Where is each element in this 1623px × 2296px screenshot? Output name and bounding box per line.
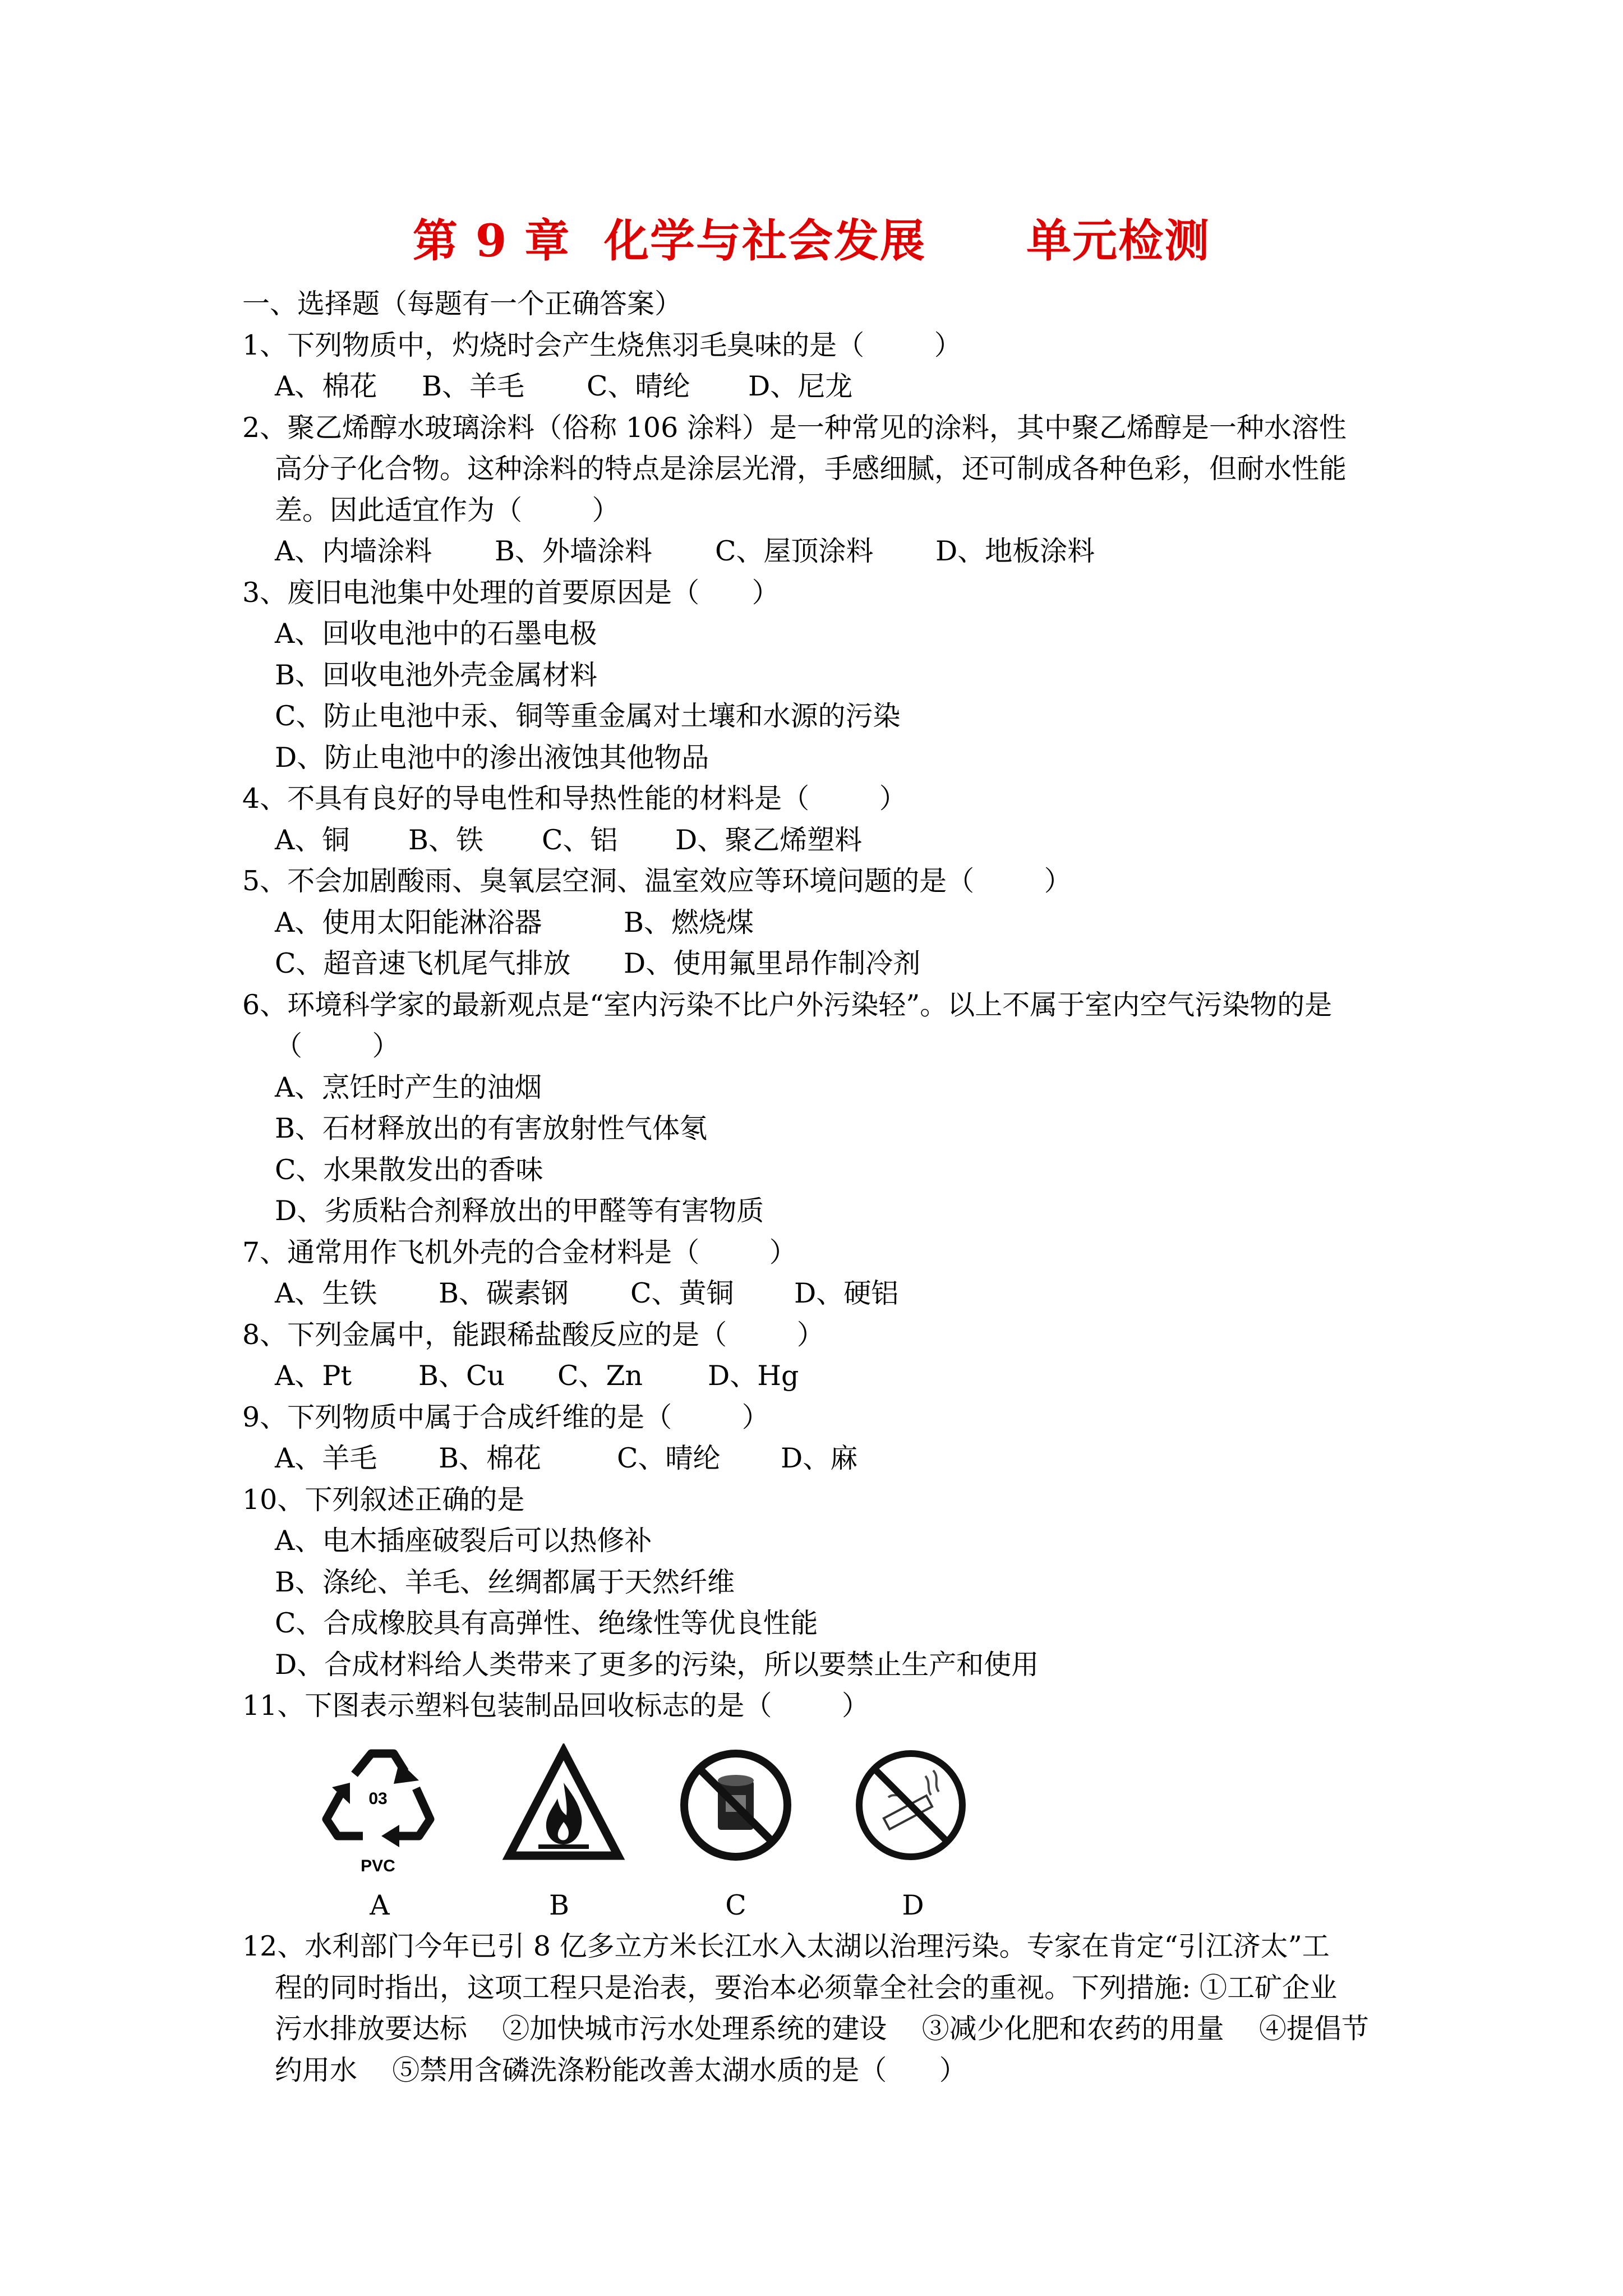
option-c: C、Zn	[557, 1360, 643, 1392]
recycle-code: PVC	[361, 1856, 395, 1875]
option-c: C、防止电池中汞、铜等重金属对土壤和水源的污染	[275, 700, 901, 732]
option-c: C、晴纶	[587, 370, 690, 402]
figure-label-d: D	[902, 1889, 924, 1921]
options-row	[242, 366, 1398, 407]
question-6	[242, 984, 1398, 1232]
question-1	[242, 325, 1398, 407]
question-stem: 11、下图表示塑料包装制品回收标志的是（ ）	[242, 1690, 869, 1722]
option-c: C、晴纶	[617, 1442, 721, 1474]
question-7	[242, 1232, 1398, 1314]
question-stem: 10、下列叙述正确的是	[242, 1483, 525, 1516]
option-a: A、棉花	[275, 370, 377, 402]
question-stem-cont: 程的同时指出，这项工程只是治表，要治本必须靠全社会的重视。下列措施: ①工矿企业	[275, 1971, 1338, 2004]
question-stem-cont: （ ）	[275, 1030, 400, 1062]
option-b: B、燃烧煤	[624, 906, 754, 938]
question-stem: 6、环境科学家的最新观点是“室内污染不比户外污染轻”。以上不属于室内空气污染物的是	[242, 988, 1332, 1021]
option-d: D、聚乙烯塑料	[675, 823, 863, 856]
options-row	[242, 1438, 1398, 1479]
option-a: A、使用太阳能淋浴器	[275, 906, 542, 938]
question-11	[242, 1685, 1398, 1926]
question-4	[242, 778, 1398, 861]
option-d: D、合成材料给人类带来了更多的污染，所以要禁止生产和使用	[275, 1648, 1039, 1681]
question-stem-cont: 高分子化合物。这种涂料的特点是涂层光滑，手感细腻，还可制成各种色彩，但耐水性能	[275, 453, 1347, 485]
option-c: C、屋顶涂料	[715, 535, 874, 567]
option-d: D、使用氟里昂作制冷剂	[624, 947, 921, 979]
option-d: D、硬铝	[794, 1277, 899, 1309]
figure-label-b: B	[548, 1889, 569, 1921]
option-b: B、石材释放出的有害放射性气体氡	[275, 1112, 708, 1144]
options-row	[242, 1355, 1398, 1397]
question-5	[242, 861, 1398, 984]
options-row	[242, 943, 1398, 984]
flammable-warning-icon	[499, 1743, 628, 1867]
figure-labels	[242, 1885, 1398, 1926]
question-2	[242, 407, 1398, 572]
question-stem: 2、聚乙烯醇水玻璃涂料（俗称 106 涂料）是一种常见的涂料，其中聚乙烯醇是一种水溶性	[242, 411, 1347, 444]
option-a: A、烹饪时产生的油烟	[275, 1071, 542, 1103]
option-a: A、羊毛	[275, 1442, 377, 1474]
option-d: D、防止电池中的渗出液蚀其他物品	[275, 741, 709, 774]
options-row	[242, 531, 1398, 572]
option-d: D、地板涂料	[935, 535, 1095, 567]
option-c: C、水果散发出的香味	[275, 1153, 543, 1186]
options-row	[242, 820, 1398, 861]
question-3	[242, 572, 1398, 779]
option-b: B、外墙涂料	[495, 535, 653, 567]
option-a: A、铜	[275, 823, 350, 856]
option-a: A、内墙涂料	[275, 535, 432, 567]
no-dumping-icon	[674, 1743, 797, 1867]
option-b: B、羊毛	[422, 370, 525, 402]
option-a: A、Pt	[275, 1360, 352, 1392]
question-stem: 9、下列物质中属于合成纤维的是（ ）	[242, 1401, 769, 1433]
question-8	[242, 1314, 1398, 1397]
option-b: B、棉花	[439, 1442, 542, 1474]
option-c: C、合成橡胶具有高弹性、绝缘性等优良性能	[275, 1607, 818, 1639]
question-stem: 5、不会加剧酸雨、臭氧层空洞、温室效应等环境问题的是（ ）	[242, 865, 1072, 897]
question-stem: 1、下列物质中，灼烧时会产生烧焦羽毛臭味的是（ ）	[242, 329, 962, 361]
page-title: 第 9 章 化学与社会发展 单元检测	[412, 214, 1211, 267]
option-b: B、Cu	[418, 1360, 505, 1392]
option-d: D、麻	[781, 1442, 858, 1474]
figure-label-c: C	[725, 1889, 746, 1921]
option-d: D、劣质粘合剂释放出的甲醛等有害物质	[275, 1195, 764, 1227]
option-c: C、超音速飞机尾气排放	[275, 947, 571, 979]
question-stem: 7、通常用作飞机外壳的合金材料是（ ）	[242, 1236, 797, 1268]
question-stem-cont: 约用水 ⑤禁用含磷洗涤粉能改善太湖水质的是（ ）	[275, 2054, 967, 2086]
option-c: C、铝	[542, 823, 618, 856]
question-stem: 4、不具有良好的导电性和导热性能的材料是（ ）	[242, 783, 907, 815]
option-b: B、回收电池外壳金属材料	[275, 659, 598, 691]
options-row	[242, 902, 1398, 944]
option-b: B、铁	[408, 823, 484, 856]
option-c: C、黄铜	[630, 1277, 734, 1309]
recycle-symbol-icon	[315, 1743, 444, 1878]
question-10	[242, 1479, 1398, 1686]
section-heading: 一、选择题（每题有一个正确答案）	[242, 288, 683, 320]
question-12	[242, 1926, 1398, 2091]
question-9	[242, 1397, 1398, 1479]
figure-label-a: A	[370, 1889, 390, 1921]
question-stem: 12、水利部门今年已引 8 亿多立方米长江水入太湖以治理污染。专家在肯定“引江济太”工	[242, 1930, 1330, 1962]
exam-content	[242, 283, 1398, 2091]
option-a: A、生铁	[275, 1277, 377, 1309]
question-stem-cont: 差。因此适宜作为（ ）	[275, 494, 620, 526]
question-stem: 3、废旧电池集中处理的首要原因是（ ）	[242, 576, 780, 609]
question-stem-cont: 污水排放要达标 ②加快城市污水处理系统的建设 ③减少化肥和农药的用量 ④提倡节	[275, 2013, 1369, 2045]
option-d: D、尼龙	[748, 370, 853, 402]
option-d: D、Hg	[708, 1360, 799, 1392]
option-a: A、回收电池中的石墨电极	[275, 618, 597, 650]
question-stem: 8、下列金属中，能跟稀盐酸反应的是（ ）	[242, 1318, 824, 1351]
options-row	[242, 1273, 1398, 1314]
option-a: A、电木插座破裂后可以热修补	[275, 1525, 652, 1557]
option-b: B、涤纶、羊毛、丝绸都属于天然纤维	[275, 1566, 735, 1598]
option-b: B、碳素钢	[439, 1277, 569, 1309]
no-smoking-icon	[849, 1743, 972, 1867]
symbol-figures	[242, 1727, 1398, 1885]
recycle-number: 03	[368, 1789, 388, 1808]
